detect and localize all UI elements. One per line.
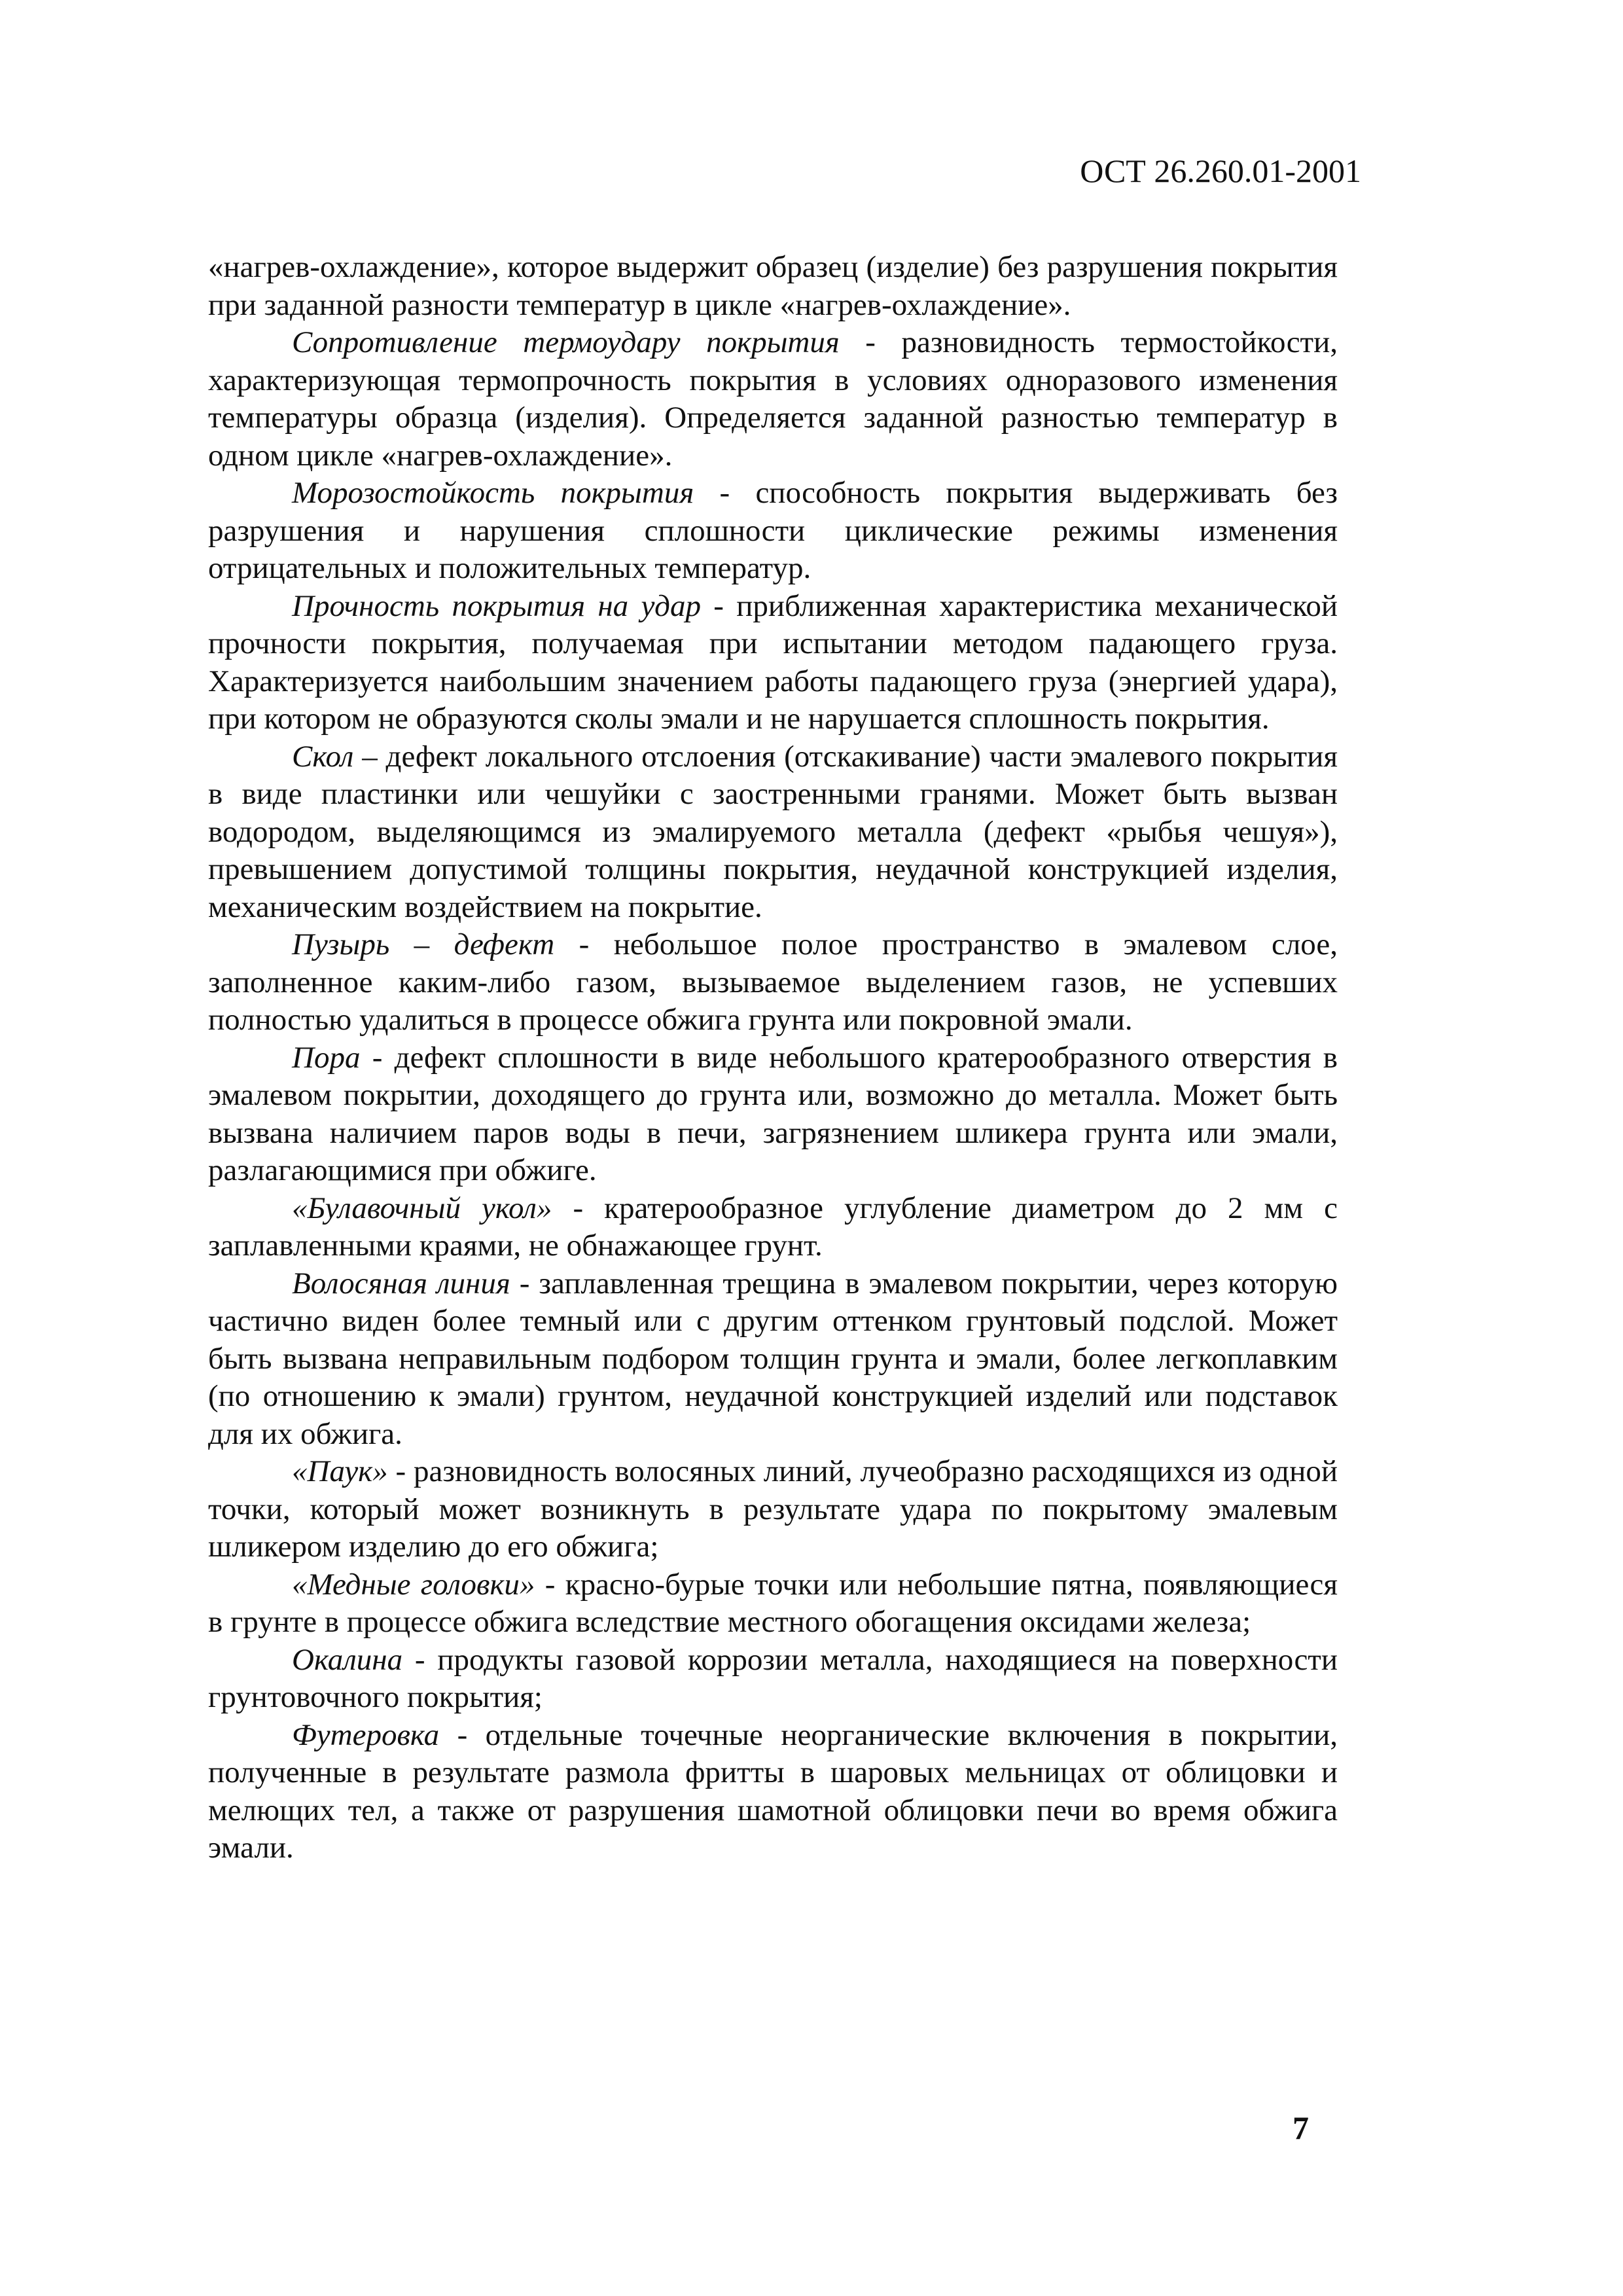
definition-lining: - отдельные точечные неорганические включения в покрытии, полученные в результате размола фритты в шаровых мельницах от облицовки и мелющих тел, а также от разрушения шамотной облицовки печи во время обжига эмали.	[208, 1717, 1338, 1865]
term-impact-strength: Прочность покрытия на удар	[292, 588, 701, 623]
term-copper-heads: «Медные головки»	[292, 1567, 535, 1602]
page-number: 7	[1293, 2109, 1309, 2146]
definition-pinhole: - кратерообразное углубление диаметром до 2 мм с заплавленными краями, не обнажающее грунт.	[208, 1191, 1338, 1263]
term-scale: Окалина	[292, 1642, 403, 1677]
paragraph-text: «нагрев-охлаждение», которое выдержит образец (изделие) без разрушения покрытия при заданной разности температур в цикле «нагрев-охлаждение».	[208, 250, 1338, 322]
term-thermal-shock: Сопротивление термоудару покрытия	[292, 325, 840, 359]
paragraph-pinhole	[208, 1190, 1338, 1265]
paragraph-spider	[208, 1453, 1338, 1566]
paragraph-pore	[208, 1039, 1338, 1190]
term-pore: Пора	[292, 1040, 361, 1075]
definition-spider: - разновидность волосяных линий, лучеобразно расходящихся из одной точки, который может возникнуть в результате удара по покрытому эмалевым шликером изделию до его обжига;	[208, 1454, 1338, 1564]
document-code: ОСТ 26.260.01-2001	[1080, 152, 1361, 189]
paragraph-lining	[208, 1717, 1338, 1867]
paragraph-hairline	[208, 1265, 1338, 1454]
term-pinhole: «Булавочный укол»	[292, 1191, 552, 1225]
paragraph-frost-resistance	[208, 475, 1338, 588]
term-hairline: Волосяная линия	[292, 1266, 510, 1300]
definition-scale: - продукты газовой коррозии металла, находящиеся на поверхности грунтовочного покрытия;	[208, 1642, 1338, 1714]
document-body	[208, 249, 1338, 1867]
definition-chip: – дефект локального отслоения (отскакивание) части эмалевого покрытия в виде пластинки или чешуйки с заостренными гранями. Может быть вызван водородом, выделяющимся из эмалируемого металла (дефект «рыбья чешуя»), превышением допустимой толщины покрытия, неудачной конструкцией изделия, механическим воздействием на покрытие.	[208, 739, 1338, 924]
definition-copper-heads: - красно-бурые точки или небольшие пятна, появляющиеся в грунте в процессе обжига вследствие местного обогащения оксидами железа;	[208, 1567, 1338, 1639]
paragraph-impact-strength	[208, 588, 1338, 738]
paragraph-bubble	[208, 926, 1338, 1039]
term-lining: Футеровка	[292, 1717, 440, 1752]
definition-impact-strength: - приближенная характеристика механической прочности покрытия, получаемая при испытании методом падающего груза. Характеризуется наибольшим значением работы падающего груза (энергией удара), при котором не образуются сколы эмали и не нарушается сплошность покрытия.	[208, 588, 1338, 736]
paragraph-scale	[208, 1641, 1338, 1717]
term-chip: Скол	[292, 739, 354, 774]
paragraph-thermal-shock	[208, 324, 1338, 475]
paragraph-copper-heads	[208, 1566, 1338, 1641]
paragraph-continuation	[208, 249, 1338, 324]
term-frost-resistance: Морозостойкость покрытия	[292, 476, 694, 510]
term-spider: «Паук»	[292, 1454, 388, 1488]
paragraph-chip	[208, 738, 1338, 927]
definition-pore: - дефект сплошности в виде небольшого кратерообразного отверстия в эмалевом покрытии, доходящего до грунта или, возможно до металла. Может быть вызвана наличием паров воды в печи, загрязнением шликера грунта или эмали, разлагающимися при обжиге.	[208, 1040, 1338, 1187]
definition-hairline: - заплавленная трещина в эмалевом покрытии, через которую частично виден более темный или с другим оттенком грунтовый подслой. Может быть вызвана неправильным подбором толщин грунта и эмали, более легкоплавким (по отношению к эмали) грунтом, неудачной конструкцией изделий или подставок для их обжига.	[208, 1266, 1338, 1451]
definition-frost-resistance: - способность покрытия выдерживать без разрушения и нарушения сплошности циклические режимы изменения отрицательных и положительных температур.	[208, 476, 1338, 585]
definition-thermal-shock: - разновидность термостойкости, характеризующая термопрочность покрытия в условиях одноразового изменения температуры образца (изделия). Определяется заданной разностью температур в одном цикле «нагрев-охлаждение».	[208, 325, 1338, 473]
definition-bubble: - небольшое полое пространство в эмалевом слое, заполненное каким-либо газом, вызываемое выделением газов, не успевших полностью удалиться в процессе обжига грунта или покровной эмали.	[208, 927, 1338, 1037]
term-bubble: Пузырь – дефект	[292, 927, 555, 961]
